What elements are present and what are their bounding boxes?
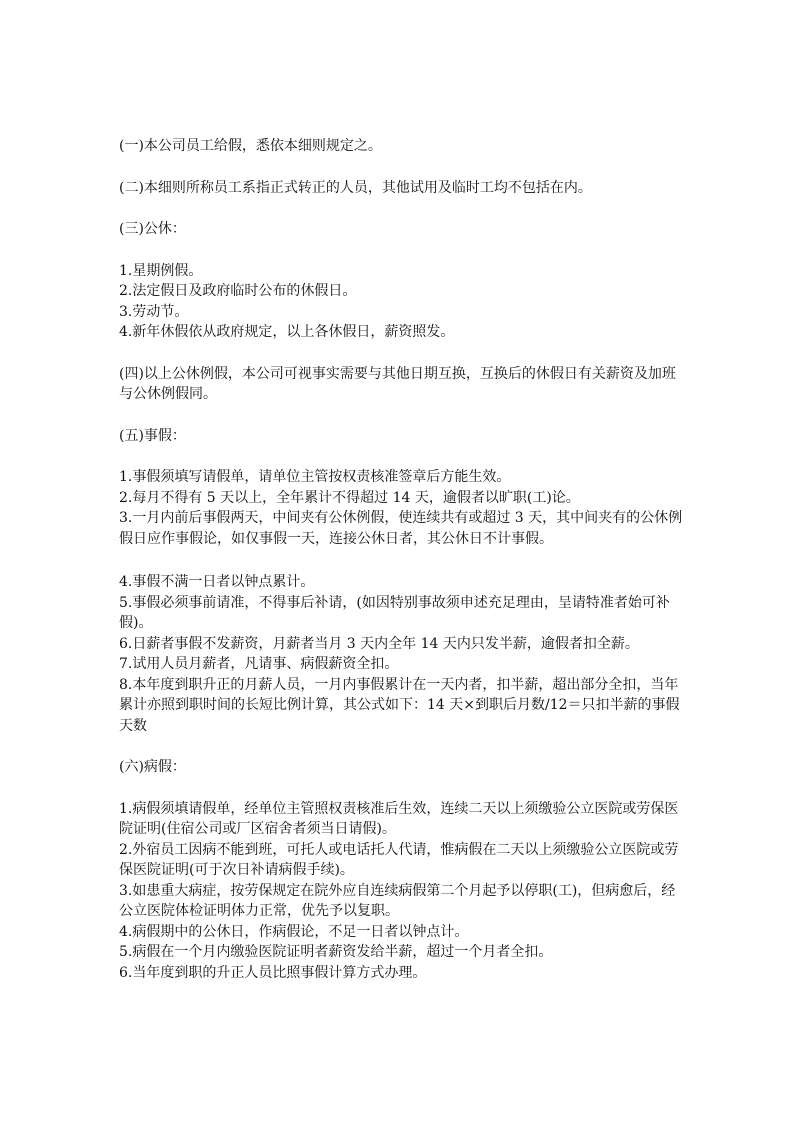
document-body [119,136,685,983]
spacer [119,198,685,219]
section-3-heading: (三)公休： [119,221,186,237]
spacer [119,549,685,572]
shijia-item-5: 5.事假必须事前请准，不得事后补请，(如因特别事故须申述充足理由，呈请特准者始可补假)。 [119,594,670,631]
shijia-item-3: 3.一月内前后事假两天，中间夹有公休例假，使连续共有或超过 3 天，其中间夹有的公休例假日应作事假论，如仅事假一天，连接公休日者，其公休日不计事假。 [119,510,683,547]
shijia-item-2: 2.每月不得有 5 天以上，全年累计不得超过 14 天，逾假者以旷职(工)论。 [119,489,580,506]
section-5-heading: (五)事假： [119,427,186,444]
spacer [119,157,685,178]
bingjia-item-3: 3.如患重大病症，按劳保规定在院外应自连续病假第二个月起予以停职(工)，但病愈后，经公立医院体检证明体力正常，优先予以复职。 [119,882,676,919]
spacer [119,343,685,364]
shijia-item-1: 1.事假须填写请假单，请单位主管按权责核准签章后方能生效。 [119,469,511,485]
shijia-item-6: 6.日薪者事假不发薪资，月薪者当月 3 天内全年 14 天内只发半薪，逾假者扣全薪。 [119,635,639,652]
section-1: (一)本公司员工给假，悉依本细则规定之。 [119,138,382,154]
gongxiu-item-2: 2.法定假日及政府临时公布的休假日。 [119,283,357,299]
bingjia-item-4: 4.病假期中的公休日，作病假论，不足一日者以钟点计。 [119,923,469,940]
spacer [119,405,685,426]
section-2: (二)本细则所称员工系指正式转正的人员，其他试用及临时工均不包括在内。 [119,179,592,196]
shijia-item-8: 8.本年度到职升正的月薪人员，一月内事假累计在一天内者，扣半薪，超出部分全扣，当年累计亦照到职时间的长短比例计算，其公式如下：14 天×到职后月数/12＝只扣半薪的事假天数 [119,676,680,734]
section-6-heading: (六)病假： [119,759,186,775]
spacer [119,736,685,757]
bingjia-item-1: 1.病假须填请假单，经单位主管照权责核准后生效，连续二天以上须缴验公立医院或劳保医院证明(住宿公司或厂区宿舍者须当日请假)。 [119,800,679,837]
shijia-item-7: 7.试用人员月薪者，凡请事、病假薪资全扣。 [119,656,399,672]
section-4: (四)以上公休例假，本公司可视事实需要与其他日期互换，互换后的休假日有关薪资及加班与公休例假同。 [119,365,676,402]
spacer [119,240,685,261]
gongxiu-item-3: 3.劳动节。 [119,303,189,320]
bingjia-item-5: 5.病假在一个月内缴验医院证明者薪资发给半薪，超过一个月者全扣。 [119,944,553,960]
spacer [119,778,685,799]
gongxiu-item-4: 4.新年休假依从政府规定，以上各休假日，薪资照发。 [119,324,455,340]
spacer [119,446,685,467]
bingjia-item-6: 6.当年度到职的升正人员比照事假计算方式办理。 [119,964,427,981]
gongxiu-item-1: 1.星期例假。 [119,262,203,279]
shijia-item-4: 4.事假不满一日者以钟点累计。 [119,574,315,590]
bingjia-item-2: 2.外宿员工因病不能到班，可托人或电话托人代请，惟病假在二天以上须缴验公立医院或劳保医院证明(可于次日补请病假手续)。 [119,841,679,878]
